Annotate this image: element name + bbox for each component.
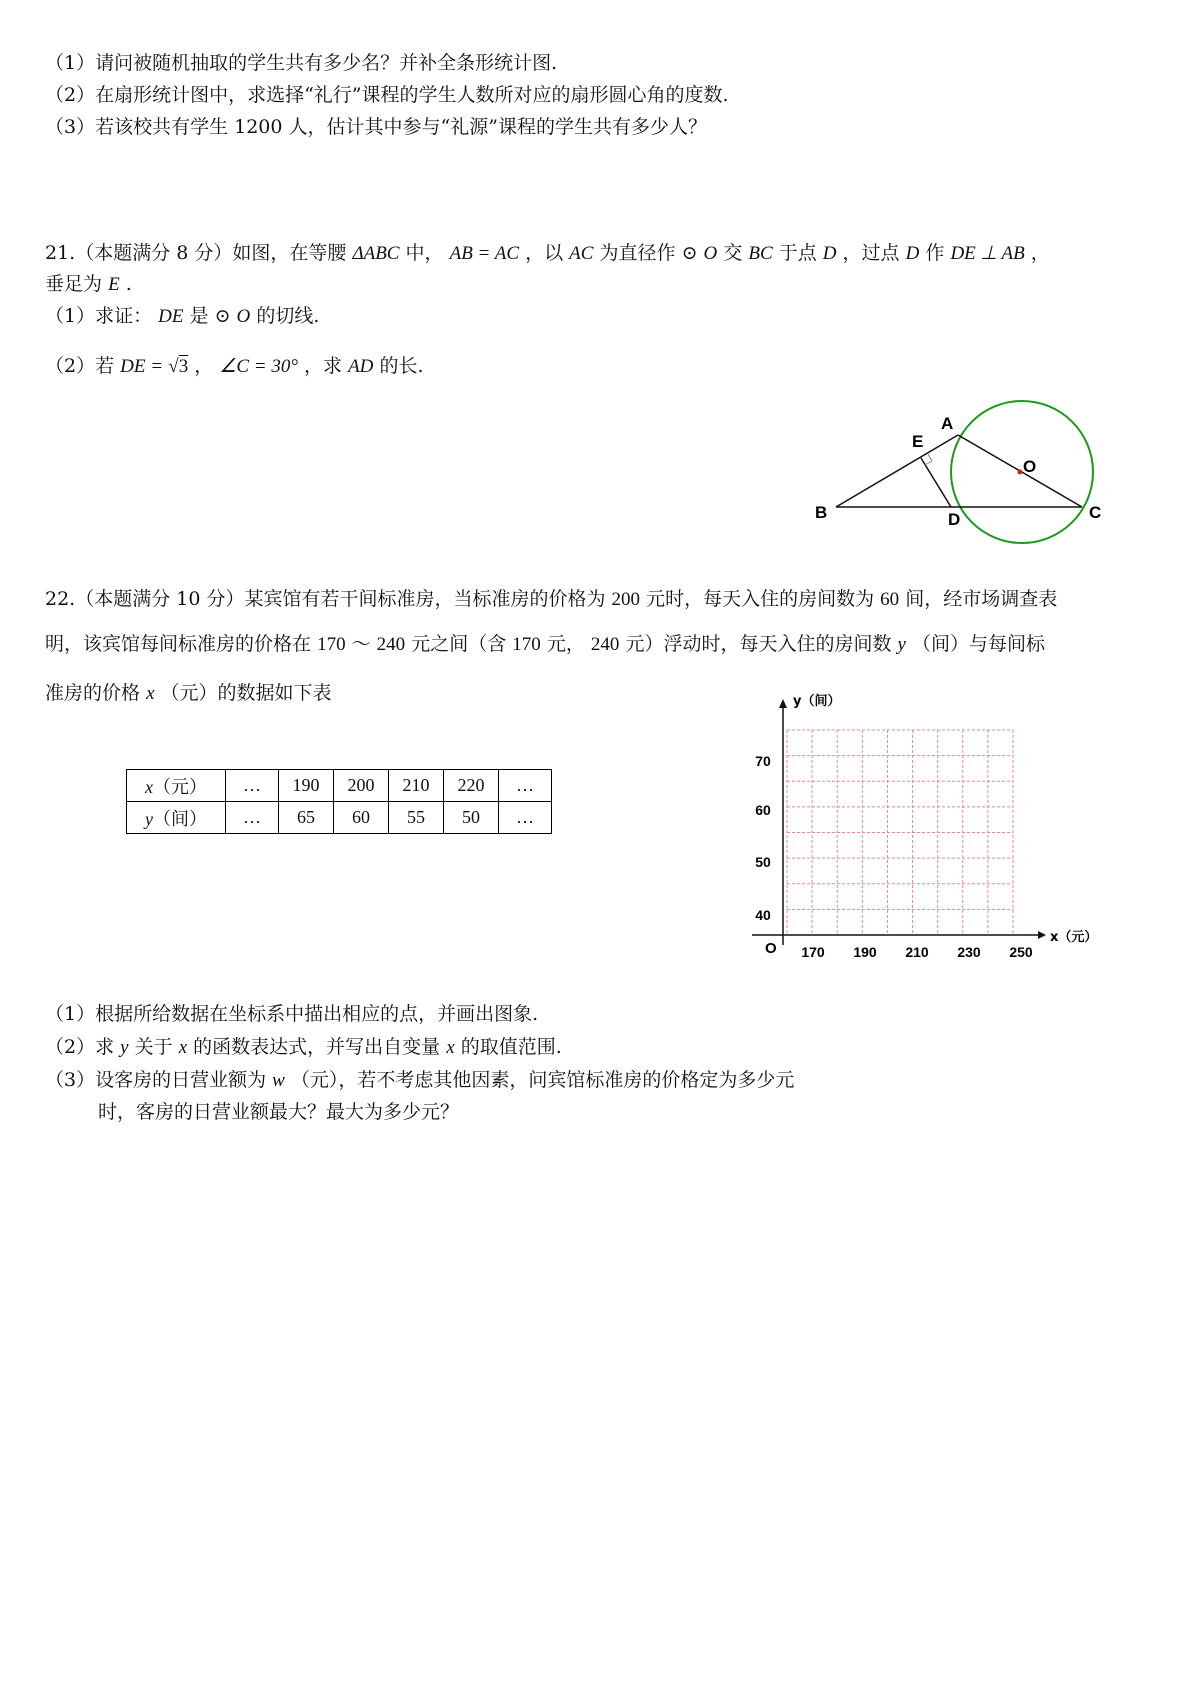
table-cell: 60 (334, 802, 389, 834)
table-cell: 65 (279, 802, 334, 834)
label-c: C (1089, 503, 1102, 522)
label-d: D (948, 510, 961, 529)
table-cell: 220 (444, 770, 499, 802)
y-tick-label: 70 (755, 753, 771, 769)
q22-part1: （1）根据所给数据在坐标系中描出相应的点，并画出图象. (45, 1003, 539, 1025)
table-cell: 55 (389, 802, 444, 834)
prev-question-3: （3）若该校共有学生 1200 人，估计其中参与“礼源”课程的学生共有多少人？ (45, 116, 707, 138)
y-axis-arrow-icon (779, 699, 787, 708)
q22-stem-line3: 准房的价格 x （元）的数据如下表 (45, 682, 332, 704)
y-tick-label: 50 (755, 854, 771, 870)
label-b: B (815, 503, 828, 522)
table-cell: 210 (389, 770, 444, 802)
x-axis-label: x（元） (1050, 930, 1098, 945)
table-cell: … (499, 802, 552, 834)
y-axis-label: y（间） (793, 694, 841, 709)
y-tick-label: 40 (755, 907, 771, 923)
prev-question-2: （2）在扇形统计图中，求选择“礼行”课程的学生人数所对应的扇形圆心角的度数. (45, 84, 729, 106)
x-axis-arrow-icon (1038, 931, 1046, 939)
table-cell: 190 (279, 770, 334, 802)
label-o: O (1023, 457, 1037, 476)
table-header-x: x（元） (127, 770, 226, 802)
q22-part2: （2）求 y 关于 x 的函数表达式，并写出自变量 x 的取值范围. (45, 1036, 562, 1058)
table-cell: … (499, 770, 552, 802)
grid-lines (787, 730, 1013, 935)
q21-part1: （1）求证： DE 是 ⊙ O 的切线. (45, 305, 320, 327)
x-tick-label: 170 (801, 944, 825, 960)
q22-stem-line2: 明，该宾馆每间标准房的价格在 170 ～ 240 元之间（含 170 元， 240 元）浮动时，每天入住的房间数 y （间）与每间标 (45, 633, 1045, 655)
prev-question-1: （1）请问被随机抽取的学生共有多少名？并补全条形统计图. (45, 52, 558, 74)
origin-label: O (765, 940, 777, 957)
table-cell: … (226, 802, 279, 834)
x-tick-label: 230 (957, 944, 981, 960)
label-e: E (912, 432, 924, 451)
table-cell: … (226, 770, 279, 802)
q21-part2: （2）若 DE = √3 ， ∠C = 30° ，求 AD 的长. (45, 355, 424, 377)
x-tick-label: 210 (905, 944, 929, 960)
table-cell: 200 (334, 770, 389, 802)
q21-stem-line2: 垂足为 E . (45, 273, 132, 295)
label-a: A (941, 414, 954, 433)
q21-stem-line1: 21.（本题满分 8 分）如图，在等腰 ΔABC 中， AB = AC ，以 AC 为直径作 ⊙ O 交 BC 于点 D ，过点 D 作 DE ⊥ AB ， (45, 242, 1050, 264)
y-tick-label: 60 (755, 802, 771, 818)
x-tick-label: 250 (1009, 944, 1033, 960)
q22-stem-line1: 22.（本题满分 10 分）某宾馆有若干间标准房，当标准房的价格为 200 元时，每天入住的房间数为 60 间，经市场调查表 (45, 588, 1058, 610)
q22-part3: （3）设客房的日营业额为 w （元），若不考虑其他因素，问宾馆标准房的价格定为多少元 (45, 1069, 795, 1091)
q22-part3-cont: 时，客房的日营业额最大？最大为多少元？ (98, 1101, 460, 1123)
table-cell: 50 (444, 802, 499, 834)
x-tick-label: 190 (853, 944, 877, 960)
table-header-y: y（间） (127, 802, 226, 834)
